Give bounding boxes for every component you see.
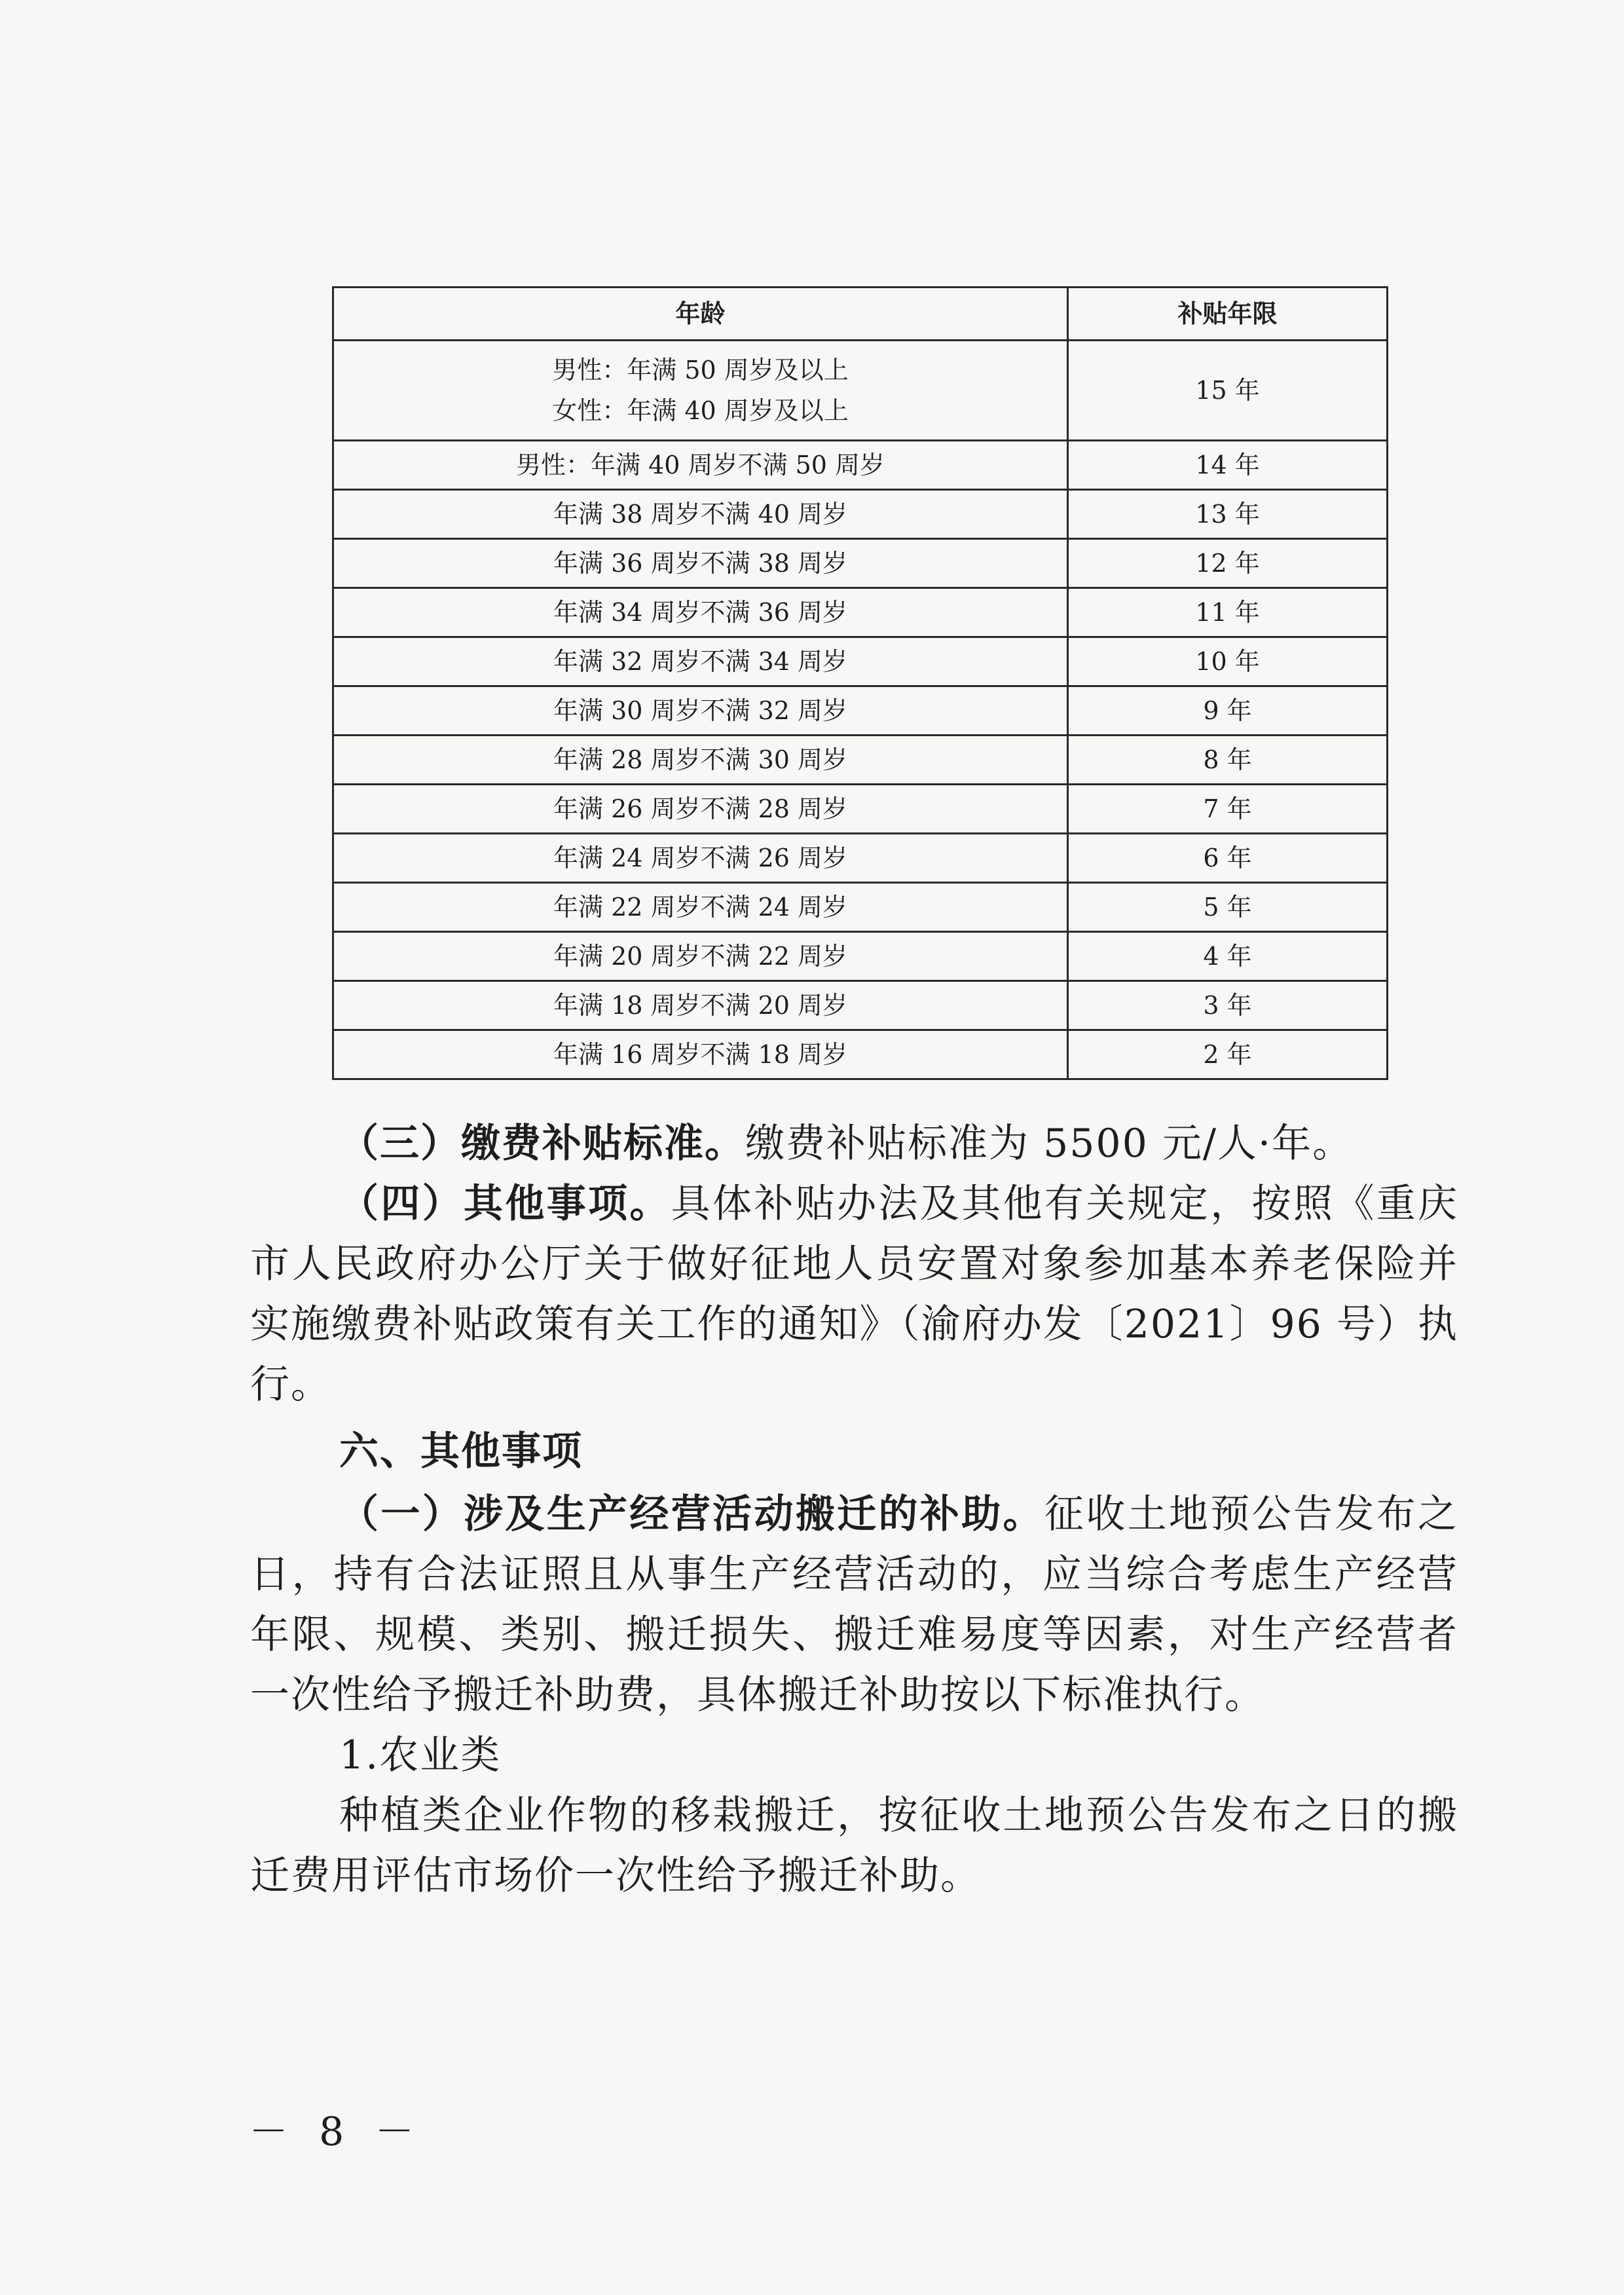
age-cell: 年满 18 周岁不满 20 周岁 [333,981,1068,1030]
years-cell: 3 年 [1068,981,1388,1030]
table-header-row [333,288,1388,341]
age-line: 男性：年满 50 周岁及以上 [552,356,849,384]
age-cell: 年满 16 周岁不满 18 周岁 [333,1030,1068,1079]
years-cell: 14 年 [1068,441,1388,490]
age-cell: 年满 32 周岁不满 34 周岁 [333,637,1068,686]
age-cell: 年满 28 周岁不满 30 周岁 [333,736,1068,785]
table-row [333,539,1388,588]
years-cell: 10 年 [1068,637,1388,686]
years-cell: 5 年 [1068,883,1388,932]
table-row [333,932,1388,981]
relocation-paragraph [250,1484,1458,1725]
paragraph-text: 具体补贴办法及其他有关规定，按照《重庆市人民政府办公厅关于做好征地人员安置对象参加基本养老保险并实施缴费补贴政策有关工作的通知》（渝府办发〔2021〕96 号）执行。 [250,1181,1459,1408]
years-cell: 9 年 [1068,686,1388,736]
years-cell: 15 年 [1068,341,1388,441]
paragraph-lead: （一）涉及生产经营活动搬迁的补助。 [339,1491,1044,1537]
table-row [333,490,1388,539]
table-row [333,341,1388,441]
paragraph-text: 征收土地预公告发布之日，持有合法证照且从事生产经营活动的，应当综合考虑生产经营年限、规模、类别、搬迁损失、搬迁难易度等因素，对生产经营者一次性给予搬迁补助费，具体搬迁补助按以下标准执行。 [250,1491,1459,1718]
years-cell: 2 年 [1068,1030,1388,1079]
age-cell: 年满 22 周岁不满 24 周岁 [333,883,1068,932]
age-cell: 年满 38 周岁不满 40 周岁 [333,490,1068,539]
table-row [333,834,1388,883]
age-cell: 男性：年满 40 周岁不满 50 周岁 [333,441,1068,490]
table-row [333,785,1388,834]
age-cell: 年满 36 周岁不满 38 周岁 [333,539,1068,588]
other-matters-paragraph [250,1174,1458,1415]
years-cell: 11 年 [1068,588,1388,637]
table-row [333,981,1388,1030]
table-row [333,686,1388,736]
table-row [333,441,1388,490]
age-cell [333,341,1068,441]
table-row [333,588,1388,637]
page-number: － 8 － [249,2109,424,2155]
table-row [333,883,1388,932]
payment-standard-paragraph [250,1113,1458,1174]
years-cell: 12 年 [1068,539,1388,588]
section-heading: 六、其他事项 [339,1428,583,1474]
age-cell: 年满 20 周岁不满 22 周岁 [333,932,1068,981]
table-row [333,637,1388,686]
paragraph-lead: （四）其他事项。 [339,1181,671,1227]
age-line: 女性：年满 40 周岁及以上 [552,396,849,425]
subsidy-table-container [332,286,1386,1080]
header-subsidy-years: 补贴年限 [1068,288,1388,341]
years-cell: 4 年 [1068,932,1388,981]
years-cell: 13 年 [1068,490,1388,539]
paragraph-lead: （三）缴费补贴标准。 [339,1121,745,1166]
age-cell: 年满 30 周岁不满 32 周岁 [333,686,1068,736]
subsidy-years-table [332,286,1388,1080]
years-cell: 6 年 [1068,834,1388,883]
table-row [333,1030,1388,1079]
paragraph-text: 缴费补贴标准为 5500 元/人·年。 [745,1121,1354,1166]
age-cell: 年满 34 周岁不满 36 周岁 [333,588,1068,637]
years-cell: 8 年 [1068,736,1388,785]
agriculture-subtitle: 1.农业类 [339,1732,502,1778]
age-cell: 年满 26 周岁不满 28 周岁 [333,785,1068,834]
table-row [333,736,1388,785]
age-cell: 年满 24 周岁不满 26 周岁 [333,834,1068,883]
agriculture-paragraph: 种植类企业作物的移栽搬迁，按征收土地预公告发布之日的搬迁费用评估市场价一次性给予搬迁补助。 [250,1793,1458,1899]
body-text [250,1113,1458,1906]
years-cell: 7 年 [1068,785,1388,834]
header-age: 年龄 [333,288,1068,341]
